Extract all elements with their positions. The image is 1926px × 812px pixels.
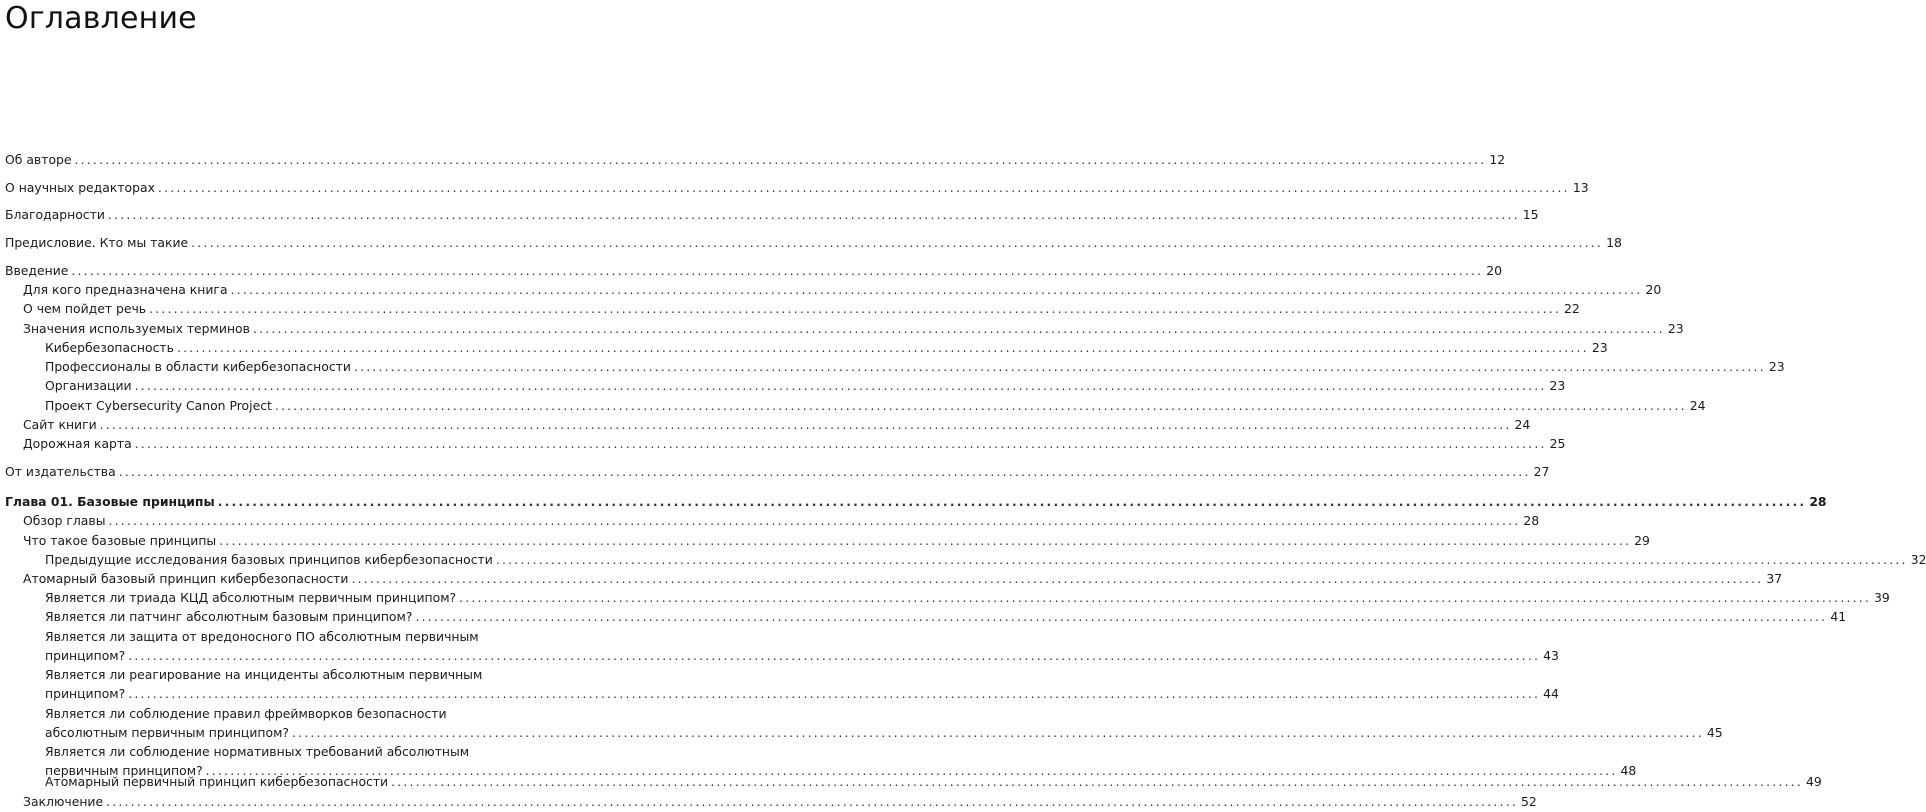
dot-leader [415,607,1827,626]
dot-leader [292,723,1704,742]
toc-entry-title: Значения используемых терминов [23,321,250,336]
toc-entry-title-continued: принципом? [45,686,126,702]
page-number: 44 [1543,686,1559,702]
page-number: 18 [1606,235,1622,250]
toc-entry[interactable] [0,261,1503,280]
page-number: 23 [1549,378,1566,393]
page-number: 20 [1486,263,1503,278]
page-title: Оглавление [5,1,197,36]
dot-leader [135,434,1547,453]
toc-entry-title: Предисловие. Кто мы такие [5,235,189,250]
toc-entry[interactable] [0,531,1650,550]
toc-entry-title: Является ли патчинг абсолютным базовым принципом? [45,609,413,624]
dot-leader [191,233,1603,252]
toc-entry[interactable] [0,415,1531,434]
page-number: 20 [1645,282,1662,297]
toc-entry-title: От издательства [5,464,116,479]
dot-leader [459,588,1871,607]
page-number: 15 [1522,207,1539,222]
toc-entry-title: Предыдущие исследования базовых принципов кибербезопасности [45,552,493,567]
dot-leader [100,415,1512,434]
page-number: 45 [1706,725,1723,741]
page-number: 41 [1830,609,1847,624]
page-number: 23 [1768,359,1785,374]
toc-entry-title: Кибербезопасность [45,340,174,355]
toc-entry-title: Благодарности [5,207,105,222]
dot-leader [275,396,1687,415]
toc-entry[interactable] [0,665,1559,704]
toc-entry[interactable] [0,550,1926,569]
toc-entry[interactable] [0,434,1566,453]
dot-leader [75,150,1487,169]
page-number: 29 [1634,533,1650,548]
dot-leader [496,550,1908,569]
toc-entry[interactable] [0,178,1589,197]
toc-entry[interactable] [0,338,1608,357]
dot-leader [106,792,1518,811]
toc-entry-title: Профессионалы в области кибербезопасности [45,359,351,374]
toc-entry-title: Является ли соблюдение нормативных требований абсолютным [45,744,470,759]
toc-entry-title: Заключение [23,794,104,809]
toc-entry-title: Сайт книги [23,417,97,432]
page-number: 48 [1620,763,1637,779]
page-number: 49 [1806,774,1822,789]
dot-leader [149,299,1561,318]
toc-entry[interactable] [0,280,1662,299]
dot-leader [354,357,1766,376]
toc-entry[interactable] [0,569,1783,588]
toc-entry[interactable] [0,704,1723,743]
toc-entry[interactable] [0,376,1566,395]
toc-entry-title: О чем пойдет речь [23,301,147,316]
toc-entry-title: Является ли защита от вредоносного ПО абсолютным первичным [45,629,479,644]
page-number: 28 [1809,494,1827,509]
dot-leader [253,319,1665,338]
toc-entry[interactable] [0,396,1706,415]
page-number: 12 [1489,152,1506,167]
page-number: 28 [1523,513,1540,528]
page-number: 39 [1874,590,1890,605]
toc-entry-title: Является ли триада КЦД абсолютным первичным принципом? [45,590,457,605]
page-number: 23 [1591,340,1608,355]
toc-entry[interactable] [0,319,1684,338]
toc-entry[interactable] [0,588,1890,607]
toc-entry[interactable] [0,233,1622,252]
page-number: 23 [1667,321,1684,336]
toc-entry[interactable] [0,792,1537,811]
toc-entry[interactable] [0,492,1827,511]
dot-leader [119,462,1531,481]
toc-entry-title: Глава 01. Базовые принципы [5,494,215,509]
toc-entry[interactable] [0,150,1506,169]
toc-entry[interactable] [0,357,1785,376]
dot-leader [351,569,1763,588]
page-number: 52 [1520,794,1537,809]
dot-leader [158,178,1570,197]
toc-entry-title: Что такое базовые принципы [23,533,217,548]
page-number: 37 [1766,571,1783,586]
toc-entry-title: Проект Cybersecurity Canon Project [45,398,272,413]
toc-entry[interactable] [0,607,1847,626]
dot-leader [177,338,1589,357]
toc-entry-title: Для кого предназначена книга [23,282,228,297]
dot-leader [108,205,1520,224]
dot-leader [391,772,1803,791]
dot-leader [231,280,1643,299]
page-number: 27 [1533,464,1550,479]
toc-entry-title: Дорожная карта [23,436,132,451]
dot-leader [128,684,1540,703]
toc-entry-title: Является ли соблюдение правил фреймворков безопасности [45,706,447,721]
toc-entry-title: Атомарный базовый принцип кибербезопасности [23,571,349,586]
page-number: 24 [1689,398,1706,413]
dot-leader [128,646,1540,665]
toc-entry[interactable] [0,772,1822,791]
toc-entry[interactable] [0,299,1580,318]
toc-entry-title: Введение [5,263,69,278]
dot-leader [135,376,1547,395]
dot-leader [108,511,1520,530]
dot-leader [219,531,1631,550]
toc-entry-title-continued: первичным принципом? [45,763,203,779]
toc-entry-title: Организации [45,378,132,393]
toc-entry-title: О научных редакторах [5,180,155,195]
toc-entry-title-continued: абсолютным первичным принципом? [45,725,290,741]
page-number: 22 [1564,301,1580,316]
toc-entry[interactable] [0,205,1539,224]
toc-entry-title: Является ли реагирование на инциденты абсолютным первичным [45,667,483,682]
page-number: 32 [1910,552,1926,567]
page-number: 13 [1572,180,1589,195]
page-number: 24 [1514,417,1531,432]
toc-entry-title-continued: принципом? [45,648,126,664]
toc-entry[interactable] [0,462,1550,481]
dot-leader [218,492,1807,511]
toc-entry[interactable] [0,627,1559,666]
toc-entry-title: Атомарный первичный принцип кибербезопасности [45,774,389,789]
page-number: 25 [1549,436,1566,451]
toc-entry-title: Обзор главы [23,513,106,528]
toc-entry-title: Об авторе [5,152,72,167]
page-number: 43 [1543,648,1559,664]
toc-entry[interactable] [0,511,1540,530]
dot-leader [71,261,1483,280]
